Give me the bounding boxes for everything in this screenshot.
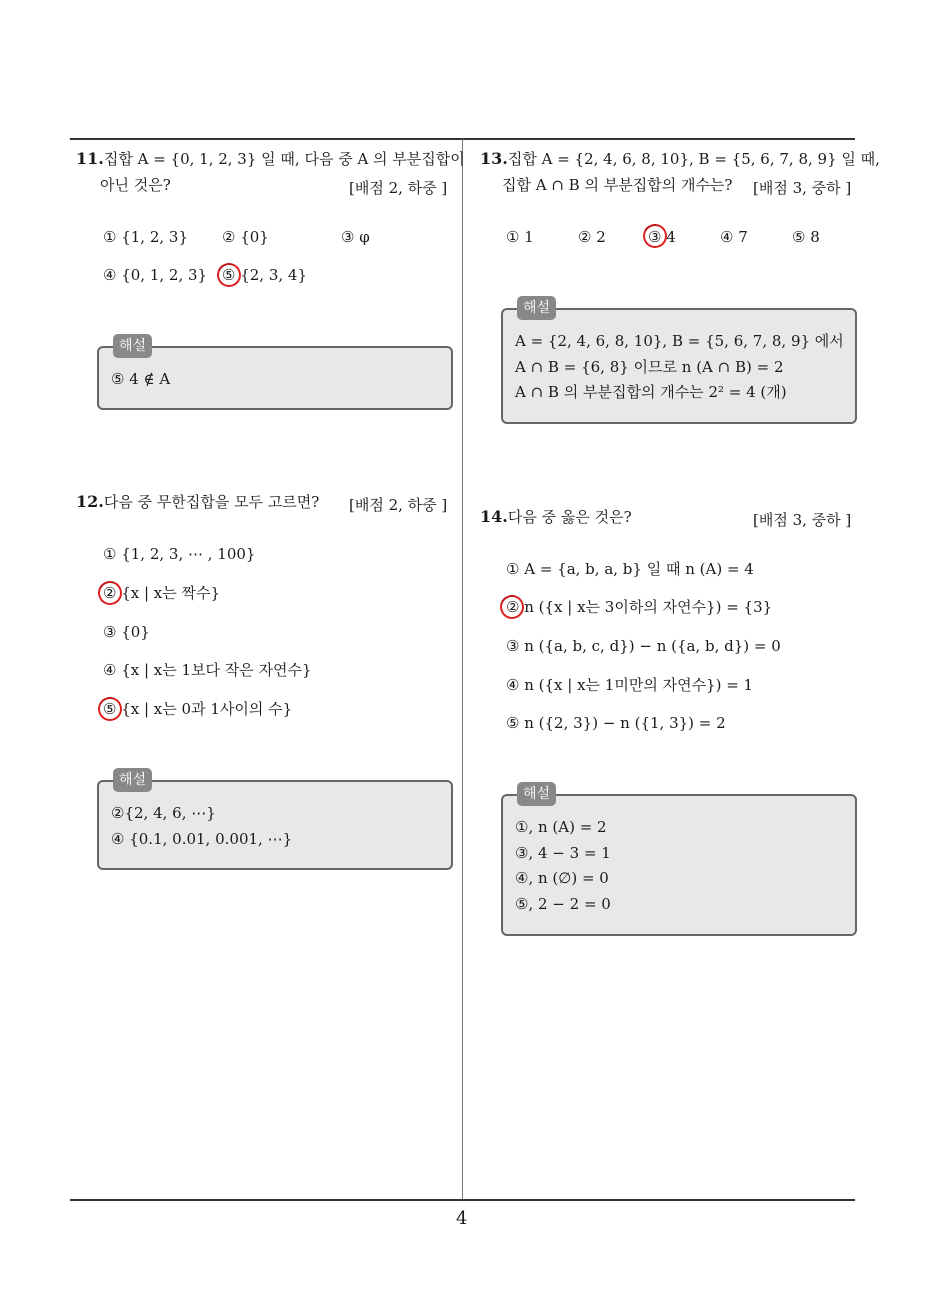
question-14-text: 다음 중 옳은 것은?: [507, 508, 632, 526]
q13-option-4[interactable]: ④ 7: [720, 228, 748, 246]
q12-solution-box: [97, 772, 453, 870]
q12-option-4[interactable]: ④ {x | x는 1보다 작은 자연수}: [103, 661, 312, 679]
page-number: 4: [456, 1208, 468, 1229]
question-14-line1: [480, 505, 632, 529]
q14-option-2[interactable]: ② n ({x | x는 3이하의 자연수}) = {3}: [506, 598, 773, 616]
question-13-line2: 집합 A ∩ B 의 부분집합의 개수는?: [502, 176, 733, 194]
q12-solution-line-2: ④ {0.1, 0.01, 0.001, ⋯}: [111, 830, 293, 848]
question-12-line1: [76, 490, 319, 514]
q12-solution-tag: 해설: [113, 768, 152, 792]
q13-solution-box: [501, 300, 857, 424]
q11-solution-box: [97, 338, 453, 410]
question-12-text: 다음 중 무한집합을 모두 고르면?: [103, 493, 320, 511]
bottom-rule: [70, 1199, 855, 1201]
q12-option-1[interactable]: ① {1, 2, 3, ⋯ , 100}: [103, 545, 256, 563]
q13-option-3[interactable]: ③ 4: [648, 228, 676, 246]
q11-option-5[interactable]: ⑤ {2, 3, 4}: [222, 266, 308, 284]
question-14-number: 14.: [480, 507, 508, 526]
q12-solution-line-1: ②{2, 4, 6, ⋯}: [111, 804, 216, 822]
q11-solution-line-1: ⑤ 4 ∉ A: [111, 370, 171, 388]
question-13-text: 집합 A = {2, 4, 6, 8, 10}, B = {5, 6, 7, 8, 9} 일 때,: [507, 150, 880, 168]
q14-solution-line-3: ④, n (∅) = 0: [515, 869, 609, 887]
question-13-number: 13.: [480, 149, 508, 168]
q14-solution-tag: 해설: [517, 782, 556, 806]
q14-option-5[interactable]: ⑤ n ({2, 3}) − n ({1, 3}) = 2: [506, 714, 726, 732]
q14-solution-box: [501, 786, 857, 936]
q12-option-5[interactable]: ⑤ {x | x는 0과 1사이의 수}: [103, 700, 293, 718]
q11-option-1[interactable]: ① {1, 2, 3}: [103, 228, 189, 246]
question-13-line1: [480, 147, 880, 171]
question-13-score: [배점 3, 중하 ]: [753, 179, 852, 197]
question-11-number: 11.: [76, 149, 104, 168]
q13-solution-line-1: A = {2, 4, 6, 8, 10}, B = {5, 6, 7, 8, 9} 에서: [515, 332, 844, 350]
q14-option-3[interactable]: ③ n ({a, b, c, d}) − n ({a, b, d}) = 0: [506, 637, 781, 655]
question-11-line1: [76, 147, 465, 171]
q14-solution-line-1: ①, n (A) = 2: [515, 818, 607, 836]
q13-solution-line-2: A ∩ B = {6, 8} 이므로 n (A ∩ B) = 2: [515, 358, 784, 376]
column-divider: [462, 139, 463, 1201]
question-11-line2: 아닌 것은?: [100, 176, 171, 194]
q14-option-1[interactable]: ① A = {a, b, a, b} 일 때 n (A) = 4: [506, 560, 754, 578]
q12-option-3[interactable]: ③ {0}: [103, 623, 150, 641]
q11-option-2[interactable]: ② {0}: [222, 228, 269, 246]
q13-solution-tag: 해설: [517, 296, 556, 320]
q14-solution-line-4: ⑤, 2 − 2 = 0: [515, 895, 611, 913]
q14-option-4[interactable]: ④ n ({x | x는 1미만의 자연수}) = 1: [506, 676, 754, 694]
q13-solution-line-3: A ∩ B 의 부분집합의 개수는 2² = 4 (개): [515, 383, 787, 401]
q13-option-5[interactable]: ⑤ 8: [792, 228, 820, 246]
question-11-text: 집합 A = {0, 1, 2, 3} 일 때, 다음 중 A 의 부분집합이: [103, 150, 465, 168]
question-14-score: [배점 3, 중하 ]: [753, 511, 852, 529]
q11-solution-tag: 해설: [113, 334, 152, 358]
q12-option-2[interactable]: ② {x | x는 짝수}: [103, 584, 221, 602]
q13-option-2[interactable]: ② 2: [578, 228, 606, 246]
question-12-number: 12.: [76, 492, 104, 511]
question-12-score: [배점 2, 하중 ]: [349, 496, 448, 514]
q13-option-1[interactable]: ① 1: [506, 228, 534, 246]
question-11-score: [배점 2, 하중 ]: [349, 179, 448, 197]
q14-solution-line-2: ③, 4 − 3 = 1: [515, 844, 611, 862]
q11-option-3[interactable]: ③ φ: [341, 228, 370, 246]
q11-option-4[interactable]: ④ {0, 1, 2, 3}: [103, 266, 208, 284]
